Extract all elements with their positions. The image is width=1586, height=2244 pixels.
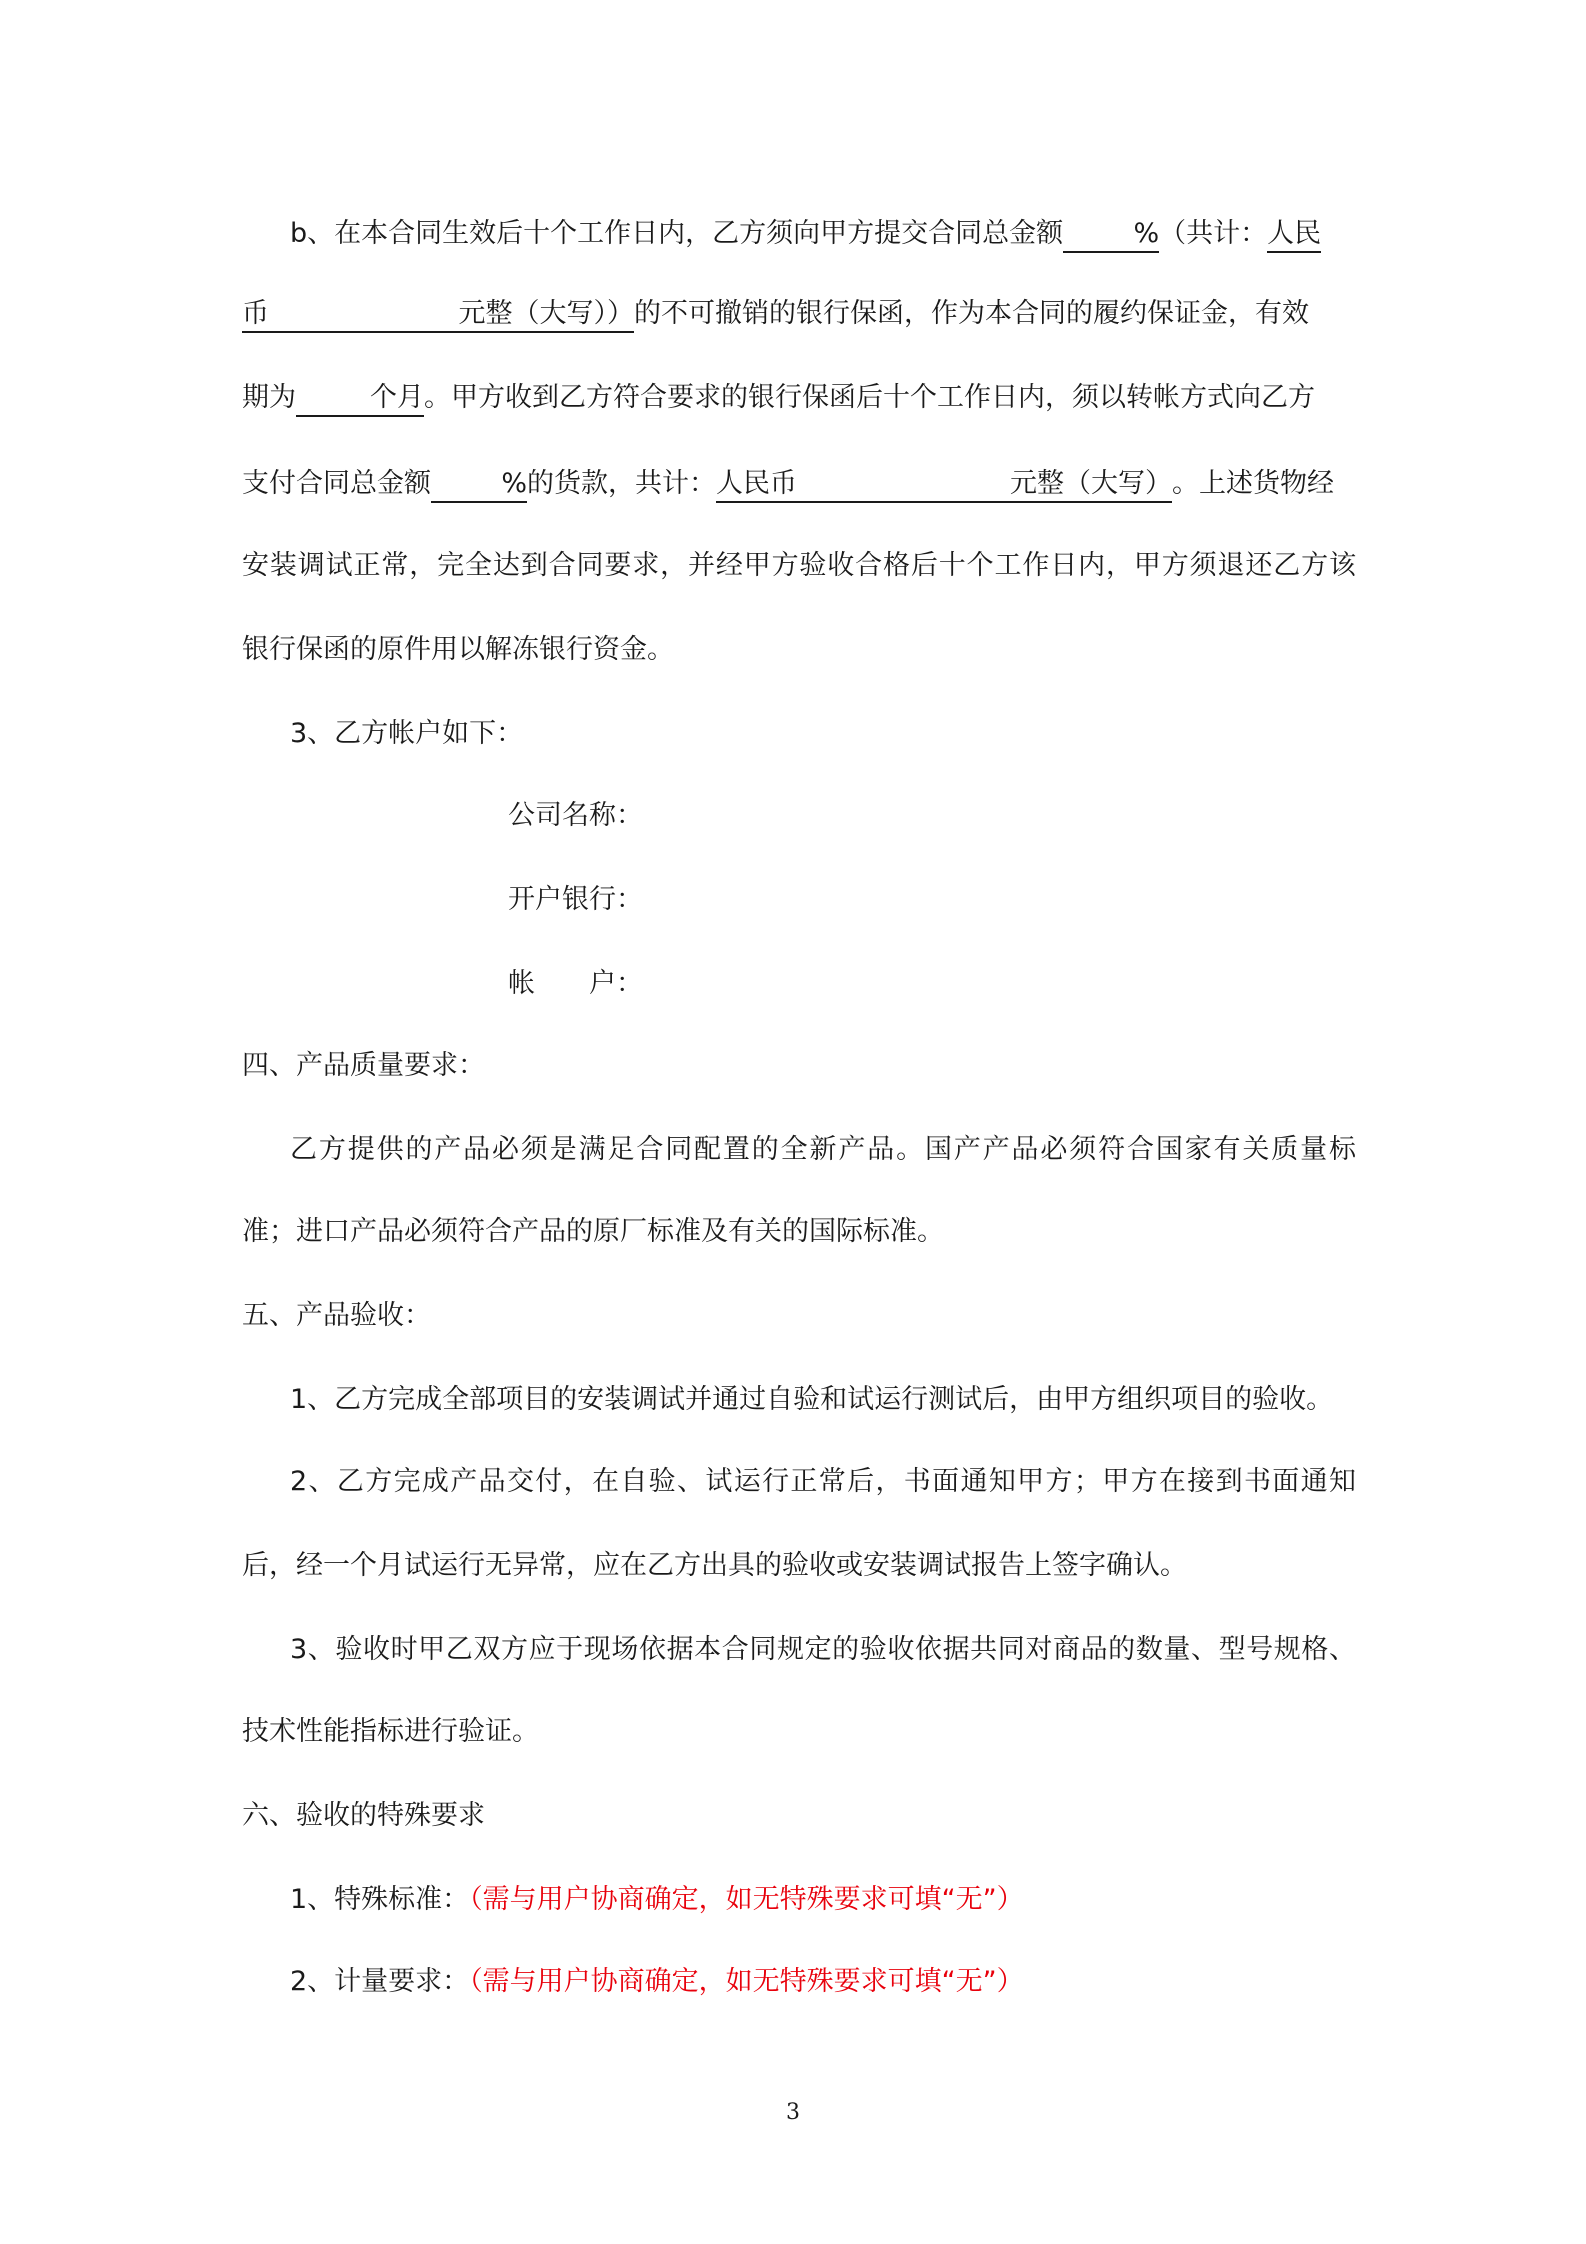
metering-note: （需与用户协商确定，如无特殊要求可填“无”） [469,1966,1024,1997]
para-b-line-4-text: 。上述货物经 [1172,468,1334,499]
amount-blank-1 [242,297,634,333]
percent-blank-1: % [1063,217,1159,253]
special-standard-label: 1、特殊标准： [290,1884,470,1915]
rmb-label-2: 人民币 [716,468,797,499]
page-number: 3 [786,2100,800,2125]
para-b-line-4 [242,464,1334,504]
section-4-title: 四、产品质量要求： [242,1050,485,1081]
metering-label: 2、计量要求： [290,1966,470,1997]
para-b-line-3-text: 。甲方收到乙方符合要求的银行保函后十个工作日内，须以转帐方式向乙方 [424,382,1315,413]
percent-blank-2: % [431,467,527,503]
section-5-item-3-line-2: 技术性能指标进行验证。 [242,1716,539,1747]
section-6-item-1 [242,1880,1024,1920]
bank-label: 开户银行： [508,884,643,915]
period-label: 期为 [242,382,296,413]
account-label: 帐 户： [508,968,643,999]
section-6-title: 六、验收的特殊要求 [242,1800,485,1831]
payment-text: 的货款，共计： [527,468,716,499]
para-b-line-6: 银行保函的原件用以解冻银行资金。 [242,634,674,665]
pay-label: 支付合同总金额 [242,468,431,499]
section-5-item-1: 1、乙方完成全部项目的安装调试并通过自验和试运行测试后，由甲方组织项目的验收。 [290,1384,1334,1415]
section-6-item-2 [242,1962,1024,2002]
amount-unit-2: 元整（大写） [1010,468,1172,499]
currency-bi: 币 [242,298,269,329]
total-label: （共计： [1159,218,1268,249]
amount-blank-2 [716,467,1172,503]
section-5-item-3-line-1: 3、验收时甲乙双方应于现场依据本合同规定的验收依据共同对商品的数量、型号规格、 [290,1634,1356,1665]
section-3-title: 3、乙方帐户如下： [290,718,524,749]
para-b-line-5: 安装调试正常，完全达到合同要求，并经甲方验收合格后十个工作日内，甲方须退还乙方该 [242,550,1356,581]
para-b-text: b、在本合同生效后十个工作日内，乙方须向甲方提交合同总金额 [290,218,1064,249]
rmb-label: 人民 [1267,217,1321,253]
month-blank: 个月 [296,381,424,417]
section-5-item-2-line-2: 后，经一个月试运行无异常，应在乙方出具的验收或安装调试报告上签字确认。 [242,1550,1187,1581]
company-name-label: 公司名称： [508,800,643,831]
section-4-line-2: 准；进口产品必须符合产品的原厂标准及有关的国际标准。 [242,1216,944,1247]
section-4-line-1: 乙方提供的产品必须是满足合同配置的全新产品。国产产品必须符合国家有关质量标 [290,1134,1356,1165]
para-b-line-2 [242,294,1309,334]
section-5-title: 五、产品验收： [242,1300,431,1331]
para-b-line-2-text: 的不可撤销的银行保函，作为本合同的履约保证金，有效 [634,298,1309,329]
amount-unit-1: 元整（大写）） [458,298,634,329]
para-b-line-1 [242,214,1321,254]
para-b-line-3 [242,378,1315,418]
section-5-item-2-line-1: 2、乙方完成产品交付，在自验、试运行正常后，书面通知甲方；甲方在接到书面通知 [290,1466,1356,1497]
special-standard-note: （需与用户协商确定，如无特殊要求可填“无”） [469,1884,1024,1915]
